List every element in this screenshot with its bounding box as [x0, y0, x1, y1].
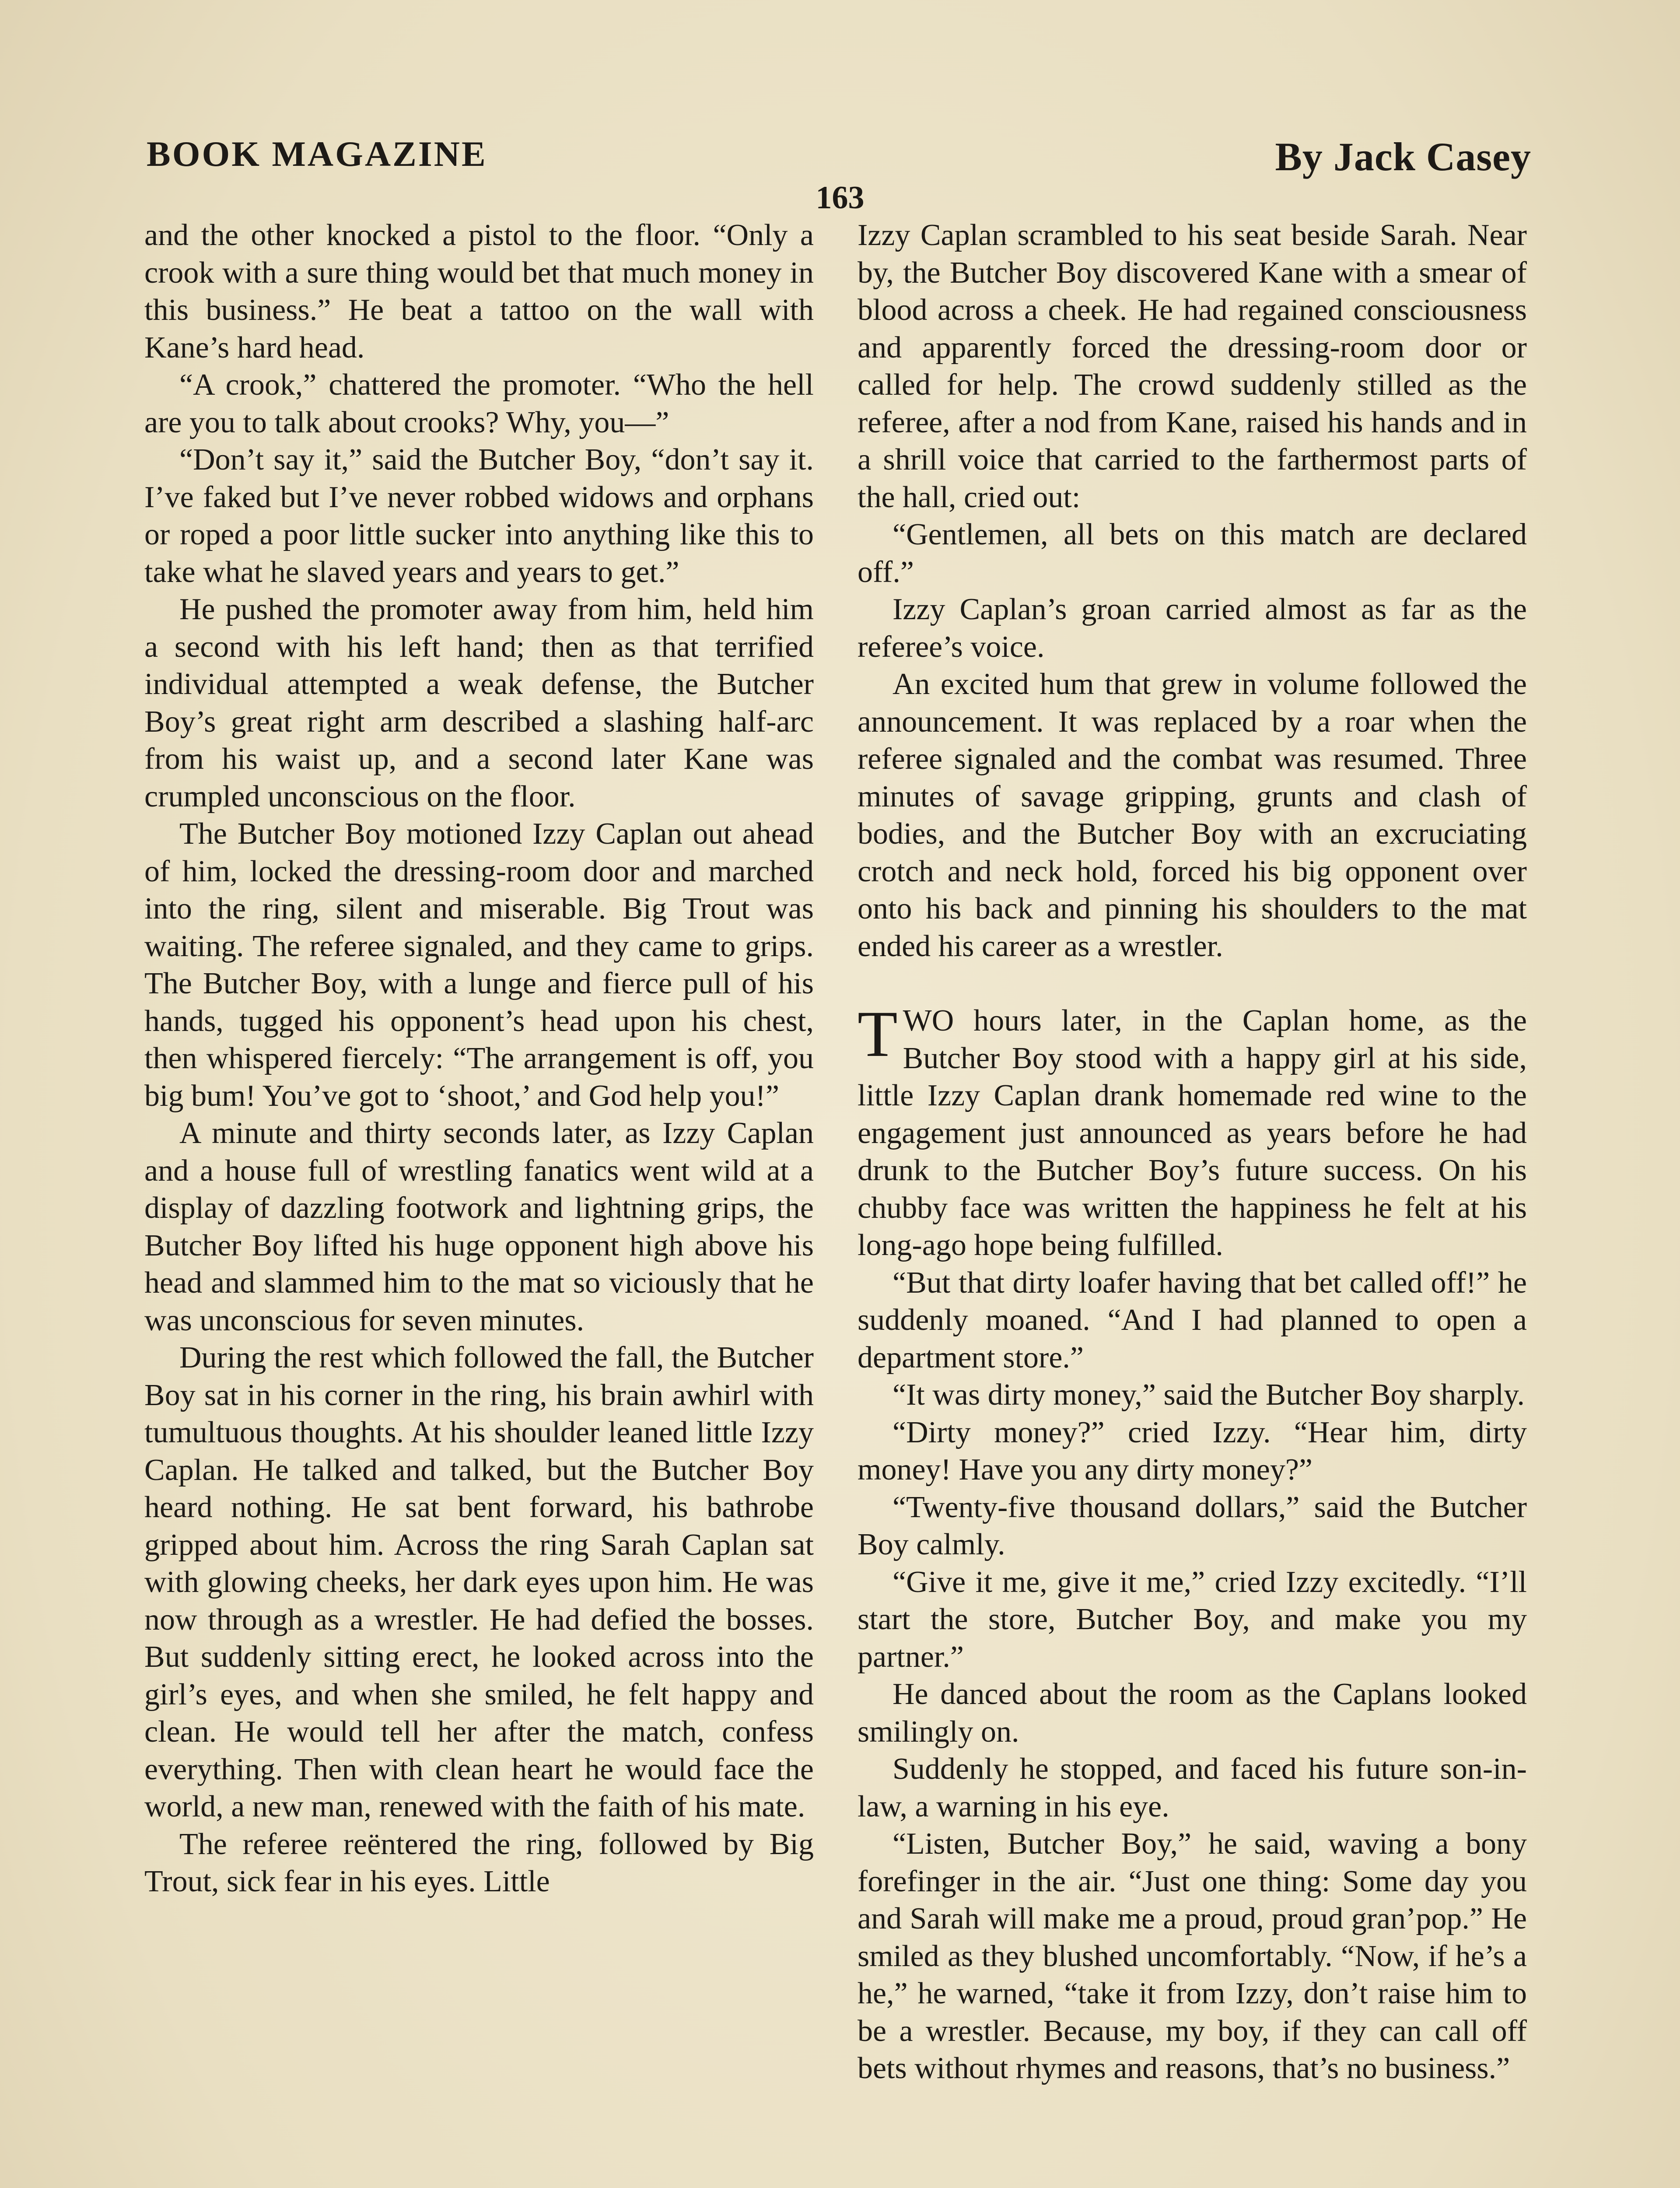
paragraph: “Don’t say it,” said the Butcher Boy, “don’t say it. I’ve faked but I’ve never robbed widows and orphans or roped a poor little sucker into anything like this to take what he slaved years and years to get.” — [144, 443, 814, 589]
author-byline: By Jack Casey — [1275, 134, 1531, 179]
left-column — [144, 217, 814, 1900]
paragraph: “Twenty-five thousand dollars,” said the Butcher Boy calmly. — [858, 1490, 1527, 1561]
paragraph: Izzy Caplan scrambled to his seat beside Sarah. Near by, the Butcher Boy discovered Kane with a smear of blood across a cheek. He had regained consciousness and apparently forced the dressing-room door or called for help. The crowd suddenly stilled as the referee, after a nod from Kane, raised his hands and in a shrill voice that carried to the farthermost parts of the hall, cried out: — [858, 218, 1527, 514]
paragraph: “Give it me, give it me,” cried Izzy excitedly. “I’ll start the store, Butcher Boy, and make you my partner.” — [858, 1565, 1527, 1674]
paragraph: “But that dirty loafer having that bet called off!” he suddenly moaned. “And I had planned to open a department store.” — [858, 1266, 1527, 1375]
drop-cap: T — [858, 998, 898, 1070]
paragraph: “It was dirty money,” said the Butcher Boy sharply. — [892, 1378, 1525, 1412]
paragraph: Suddenly he stopped, and faced his future son-in-law, a warning in his eye. — [858, 1752, 1527, 1823]
magazine-title: BOOK MAGAZINE — [147, 134, 487, 174]
paragraph: A minute and thirty seconds later, as Izzy Caplan and a house full of wrestling fanatics went wild at a display of dazzling footwork and lightning grips, the Butcher Boy lifted his huge opponent high above his head and slammed him to the mat so viciously that he was unconscious for seven minutes. — [144, 1116, 814, 1337]
paragraph: Izzy Caplan’s groan carried almost as far as the referee’s voice. — [858, 593, 1527, 664]
section-opening-text: WO hours later, in the Caplan home, as the Butcher Boy stood with a happy girl at his side, little Izzy Caplan drank homemade red wine to the engagement just announced as years before he had drunk to the Butcher Boy’s future success. On his chubby face was written the happiness he felt at his long-ago hope being fulfilled. — [858, 1004, 1527, 1262]
paragraph: “Listen, Butcher Boy,” he said, waving a bony forefinger in the air. “Just one thing: Some day you and Sarah will make me a proud, proud gran’pop.” He smiled as they blushed uncomfortably. “Now, if he’s a he,” he warned, “take it from Izzy, don’t raise him to be a wrestler. Because, my boy, if they can call off bets without rhymes and reasons, that’s no business.” — [858, 1827, 1527, 2085]
right-column — [858, 217, 1527, 2087]
section-opening-paragraph — [858, 998, 1527, 1264]
paragraph: “Gentlemen, all bets on this match are declared off.” — [858, 518, 1527, 589]
paragraph: He danced about the room as the Caplans looked smilingly on. — [858, 1677, 1527, 1749]
paragraph: An excited hum that grew in volume followed the announcement. It was replaced by a roar when the referee signaled and the combat was resumed. Three minutes of savage gripping, grunts and clash of bodies, and the Butcher Boy with an excruciating crotch and neck hold, forced his big opponent over onto his back and pinning his shoulders to the mat ended his career as a wrestler. — [858, 667, 1527, 963]
paragraph: The referee reëntered the ring, followed by Big Trout, sick fear in his eyes. Little — [144, 1827, 814, 1898]
paragraph: The Butcher Boy motioned Izzy Caplan out ahead of him, locked the dressing-room door and marched into the ring, silent and miserable. Big Trout was waiting. The referee signaled, and they came to grips. The Butcher Boy, with a lunge and fierce pull of his hands, tugged his opponent’s head upon his chest, then whispered fiercely: “The arrangement is off, you big bum! You’ve got to ‘shoot,’ and God help you!” — [144, 817, 814, 1113]
paragraph: “Dirty money?” cried Izzy. “Hear him, dirty money! Have you any dirty money?” — [858, 1415, 1527, 1487]
paragraph: During the rest which followed the fall, the Butcher Boy sat in his corner in the ring, his brain awhirl with tumultuous thoughts. At his shoulder leaned little Izzy Caplan. He talked and talked, but the Butcher Boy heard nothing. He sat bent forward, his bathrobe gripped about him. Across the ring Sarah Caplan sat with glowing cheeks, her dark eyes upon him. He was now through as a wrestler. He had defied the bosses. But suddenly sitting erect, he looked across into the girl’s eyes, and when she smiled, he felt happy and clean. He would tell her after the match, confess everything. Then with clean heart he would face the world, a new man, renewed with the faith of his mate. — [144, 1341, 814, 1823]
paragraph: He pushed the promoter away from him, held him a second with his left hand; then as that terrified individual attempted a weak defense, the Butcher Boy’s great right arm described a slashing half-arc from his waist up, and a second later Kane was crumpled unconscious on the floor. — [144, 593, 814, 813]
paragraph: “A crook,” chattered the promoter. “Who the hell are you to talk about crooks? Why, you—” — [144, 368, 814, 439]
page-number: 163 — [816, 180, 864, 216]
paragraph: and the other knocked a pistol to the floor. “Only a crook with a sure thing would bet that much money in this business.” He beat a tattoo on the wall with Kane’s hard head. — [144, 218, 814, 365]
